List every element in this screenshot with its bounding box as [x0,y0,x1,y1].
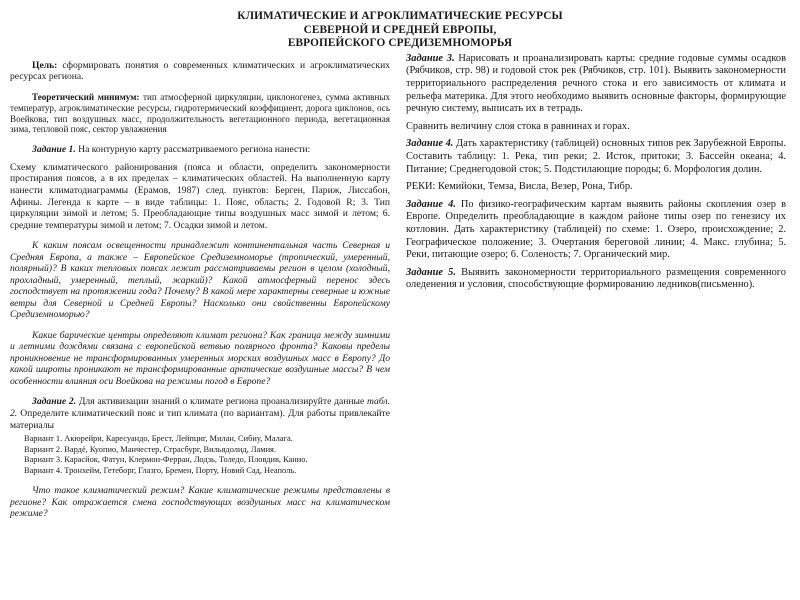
task3-note: Сравнить величину слоя стока в равнинах и горах. [406,120,630,132]
variant-list [10,434,390,476]
task4b-text: По физико-географическим картам выявить районы скопления озер в Европе. Определить преобладающие в каждом районе типы озер по генезису их котловин. Дать характеристику (таблицей) по схеме: 1. Озеро, происхождение; 2. Географическое положение; 3. Очертания береговой линии; 4. Макс. глубина; 5. Реки, питающие озеро; 6. Соленость; 7. Органический мир. [406,198,786,261]
task3-paragraph [406,53,786,116]
task2-heading [10,396,390,431]
right-column [406,51,786,292]
task4b-paragraph [406,199,786,262]
task2-label: Задание 2. [32,396,77,408]
list-item: Вариант 2. Вардё, Куопио, Манчестер, Страсбург, Вильядолид, Ламия. [24,444,277,454]
questions-block-3: Что такое климатический режим? Какие климатические режимы представлены в регионе? Как отражается смена господствующих воздушных масс на климатическом режиме? [10,485,390,520]
theory-paragraph [10,92,390,135]
questions-block-1: К каким поясам освещенности принадлежит континентальная часть Северная и Средняя Европа, а также – Европейское Средиземноморье (тропический, умеренный, полярный)? В каких тепловых поясах лежит рассматриваемы регион в целом (холодный, прохладный, умеренный, теплый, жаркий)? Какой атмосферный перенос здесь господствует на протяжении года? Почему? В какой мере характерны северные и южные ветры для Северной и Средней Европы? Насколько они свойственны Европейскому Средиземноморью? [10,240,390,321]
theory-label: Теоретический минимум: [32,91,140,102]
task5-text: Выявить закономерности территориального размещения современного оледенения и условия, способствующие формированию ледников(письменно). [406,266,786,291]
task3-text: Нарисовать и проанализировать карты: средние годовые суммы осадков (Рябчиков, стр. 98) и годовой сток рек (Рябчиков, стр. 101). Выявить закономерности территориального распределения речного стока и его зависимость от климата и рельефа материка. Для этого необходимо выявить основные факторы, формирующие речную систему, выписать их в тетрадь. [406,52,786,115]
goal-label: Цель: [32,59,58,71]
list-item: Вариант 3. Карасйок, Фатун, Клермон-Ферран, Лодзь, Толедо, Пловдив, Канио. [24,455,308,465]
page-title [10,10,790,51]
list-item: Вариант 1. Акюрейри, Каресуандо, Брест, Лейпциг, Милан, Сибиу, Малага. [24,434,293,444]
task4a-paragraph [406,138,786,176]
theory-text: тип атмосферной циркуляции, циклоногенез, сумма активных температур, агроклиматические ресурсы, гидротермический коэффициент, дорога циклонов, ось Воейкова, тип воздушных масс, продолжительность вегетационного периода, вегетационная зима, тепловой пояс, сектор увлажнения [10,91,390,135]
task4a-text: Дать характеристику (таблицей) основных типов рек Зарубежной Европы. Составить таблицу: 1. Река, тип реки; 2. Исток, притоки; 3. Бассейн океана; 4. Питание; Среднегодовой сток; 5. Подстилающие породы; 6. Морфология долин. [406,138,786,175]
rivers-line: РЕКИ: Кемийоки, Темза, Висла, Везер, Рона, Тибр. [406,181,633,193]
task5-paragraph [406,267,786,292]
task1-label: Задание 1. [32,144,76,156]
two-column-layout [10,51,790,520]
goal-text: сформировать понятия о современных климатических и агроклиматических ресурсах региона. [10,59,390,83]
task5-label: Задание 5. [406,266,456,278]
left-column [10,51,390,520]
title-line-3: ЕВРОПЕЙСКОГО СРЕДИЗЕМНОМОРЬЯ [287,37,513,50]
task4a-label: Задание 4. [406,138,454,150]
questions-block-2: Какие барические центры определяют климат региона? Как граница между зимними и летними дождями связана с европейской ветвью полярного фронта? Каковы пределы проникновение не трансформированных умеренных морских воздушных масс в Европу? До какой широты проникают не трансформированные арктические воздушные массы? В чем особенности влияния оси Воейкова на режимы погод в Европе? [10,329,390,387]
task3-label: Задание 3. [406,52,455,64]
task1-heading [10,144,390,156]
task1-body: Схему климатического районирования (пояса и области, определить закономерности простирания поясов, а в их пределах – климатических областей. На выполненную карту нанести климатодиаграммы (Ерамов, 1987) след. пунктов: Берген, Париж, Лиссабон, Афины. Легенда к карте – в виде таблицы: 1. Пояс, область; 2. Годовой R; 3. Тип циркуляции зимой и летом; 5. Преобладающие типы воздушных масс зимой и летом; 6. средние температуры зимой и летом; 7. Осадки зимой и летом. [10,161,390,231]
goal-paragraph [10,60,390,83]
task1-text: На контурную карту рассматриваемого региона нанести: [75,144,311,156]
list-item: Вариант 4. Тронхейм, Гетеборг, Глазго, Бремен, Порту, Новий Сад, Неаполь. [24,465,297,475]
task2-text-after: Определите климатический пояс и тип климата (по вариантам). Для работы привлекайте материалы [10,407,390,431]
title-line-2: СЕВЕРНОЙ И СРЕДНЕЙ ЕВРОПЫ, [303,23,497,36]
task4b-label: Задание 4. [406,198,456,210]
title-line-1: КЛИМАТИЧЕСКИЕ И АГРОКЛИМАТИЧЕСКИЕ РЕСУРСЫ [237,10,563,22]
task2-emphasis: табл. 2. [10,396,390,419]
task2-text-before: Для активизации знаний о климате региона проанализируйте данные [76,396,367,408]
